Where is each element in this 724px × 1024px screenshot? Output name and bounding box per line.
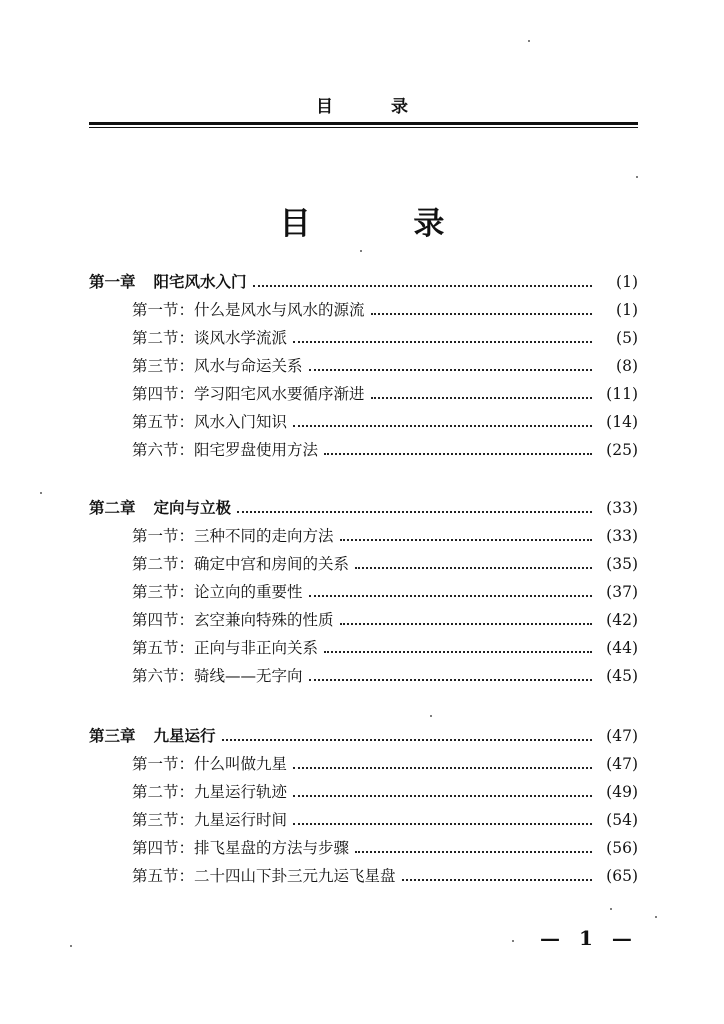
section-label: 第五节：正向与非正向关系 [132, 639, 319, 657]
scan-speck [512, 940, 514, 942]
section-label: 第一节：什么叫做九星 [132, 755, 288, 773]
chapter-title: 定向与立极 [153, 499, 232, 517]
page-folio: — 1 — [540, 926, 638, 950]
dot-leader [355, 565, 592, 569]
section-label: 第四节：排飞星盘的方法与步骤 [132, 839, 350, 857]
toc-chapter-3[interactable] [0, 722, 724, 750]
chapter-label: 第一章 [89, 273, 136, 291]
section-label: 第五节：风水入门知识 [132, 413, 288, 431]
scan-speck [655, 916, 657, 918]
toc-section[interactable] [0, 834, 724, 862]
dot-leader [253, 283, 592, 287]
dot-leader [309, 677, 592, 681]
dot-leader [371, 311, 592, 315]
toc-section[interactable] [0, 778, 724, 806]
page-number: (1) [616, 301, 638, 319]
scan-speck [636, 176, 638, 178]
section-label: 第三节：风水与命运关系 [132, 357, 303, 375]
chapter-title: 阳宅风水入门 [153, 273, 247, 291]
header-rule-thin [89, 127, 638, 128]
page-number: (11) [606, 385, 638, 403]
dot-leader [293, 793, 592, 797]
page-number: (14) [606, 413, 638, 431]
toc-section[interactable] [0, 522, 724, 550]
running-header: 目 录 [316, 97, 434, 117]
page-number: (5) [616, 329, 638, 347]
toc-title: 目 录 [279, 206, 491, 242]
section-label: 第二节：九星运行轨迹 [132, 783, 288, 801]
section-label: 第四节：玄空兼向特殊的性质 [132, 611, 334, 629]
page-number: (25) [606, 441, 638, 459]
dot-leader [309, 593, 592, 597]
page-number: (1) [616, 273, 638, 291]
section-label: 第二节：谈风水学流派 [132, 329, 288, 347]
page-number: (33) [606, 527, 638, 545]
scan-speck [430, 715, 432, 717]
toc-section[interactable] [0, 606, 724, 634]
dot-leader [324, 451, 592, 455]
dot-leader [293, 821, 592, 825]
scan-speck [360, 250, 362, 252]
toc-section[interactable] [0, 750, 724, 778]
page-number: (56) [606, 839, 638, 857]
chapter-title: 九星运行 [153, 727, 216, 745]
toc-chapter-1[interactable] [0, 268, 724, 296]
section-label: 第五节：二十四山下卦三元九运飞星盘 [132, 867, 396, 885]
header-rule-thick [89, 122, 638, 125]
page-number: (54) [606, 811, 638, 829]
toc-section[interactable] [0, 634, 724, 662]
section-label: 第六节：阳宅罗盘使用方法 [132, 441, 319, 459]
scan-speck [40, 492, 42, 494]
toc-chapter-2[interactable] [0, 494, 724, 522]
toc-section[interactable] [0, 324, 724, 352]
dot-leader [293, 765, 592, 769]
page-number: (35) [606, 555, 638, 573]
scan-speck [528, 40, 530, 42]
toc-section[interactable] [0, 578, 724, 606]
toc-section[interactable] [0, 862, 724, 890]
toc-section[interactable] [0, 550, 724, 578]
dot-leader [371, 395, 592, 399]
toc-section[interactable] [0, 436, 724, 464]
page-number: (47) [606, 755, 638, 773]
section-label: 第三节：论立向的重要性 [132, 583, 303, 601]
toc-section[interactable] [0, 806, 724, 834]
section-label: 第二节：确定中宫和房间的关系 [132, 555, 350, 573]
toc-section[interactable] [0, 296, 724, 324]
section-label: 第一节：三种不同的走向方法 [132, 527, 334, 545]
toc-section[interactable] [0, 380, 724, 408]
scan-speck [70, 945, 72, 947]
dot-leader [222, 737, 592, 741]
toc-section[interactable] [0, 408, 724, 436]
section-label: 第三节：九星运行时间 [132, 811, 288, 829]
dot-leader [340, 537, 592, 541]
dot-leader [355, 849, 592, 853]
page-number: (42) [606, 611, 638, 629]
page-number: (45) [606, 667, 638, 685]
chapter-label: 第三章 [89, 727, 136, 745]
dot-leader [340, 621, 592, 625]
section-label: 第四节：学习阳宅风水要循序渐进 [132, 385, 365, 403]
page-number: (37) [606, 583, 638, 601]
scan-speck [610, 908, 612, 910]
dot-leader [402, 877, 592, 881]
dot-leader [237, 509, 592, 513]
dot-leader [293, 423, 592, 427]
dot-leader [324, 649, 592, 653]
toc-section[interactable] [0, 352, 724, 380]
dot-leader [309, 367, 592, 371]
page-number: (49) [606, 783, 638, 801]
chapter-label: 第二章 [89, 499, 136, 517]
page-number: (8) [616, 357, 638, 375]
page-number: (65) [606, 867, 638, 885]
dot-leader [293, 339, 592, 343]
page-number: (47) [606, 727, 638, 745]
page-number: (33) [606, 499, 638, 517]
toc-section[interactable] [0, 662, 724, 690]
page-number: (44) [606, 639, 638, 657]
section-label: 第一节：什么是风水与风水的源流 [132, 301, 365, 319]
section-label: 第六节：骑线——无字向 [132, 667, 303, 685]
